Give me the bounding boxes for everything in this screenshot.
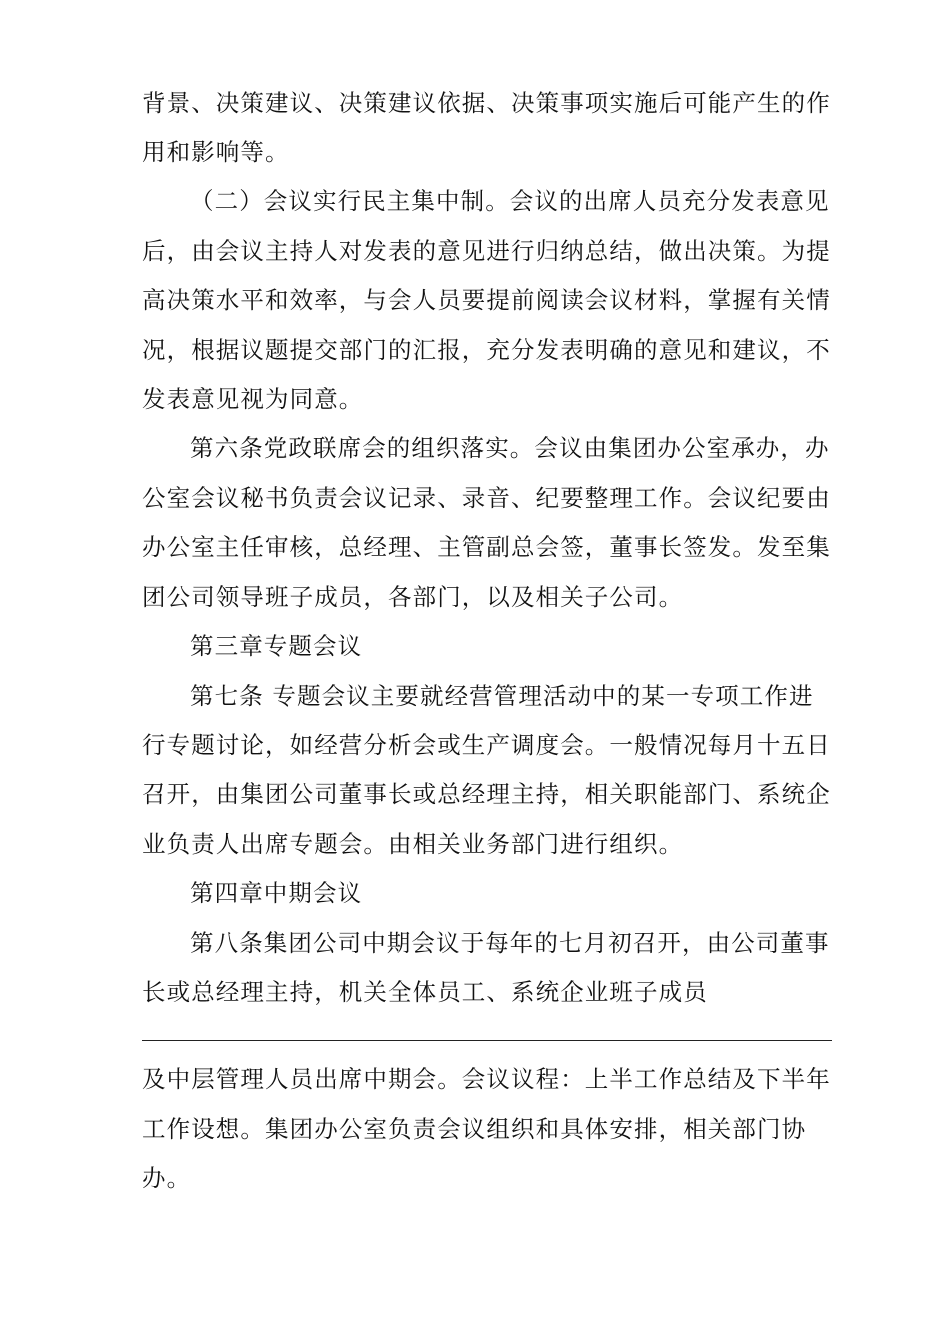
paragraph-line: 长或总经理主持，机关全体员工、系统企业班子成员 bbox=[142, 978, 708, 1006]
paragraph-line: 第六条党政联席会的组织落实。会议由集团办公室承办，办 bbox=[190, 434, 830, 462]
paragraph-line: 高决策水平和效率，与会人员要提前阅读会议材料，掌握有关情 bbox=[142, 286, 831, 314]
paragraph-line: 召开，由集团公司董事长或总经理主持，相关职能部门、系统企 bbox=[142, 780, 831, 808]
paragraph-line: 团公司领导班子成员，各部门，以及相关子公司。 bbox=[142, 583, 684, 611]
paragraph-line: 后，由会议主持人对发表的意见进行归纳总结，做出决策。为提 bbox=[142, 237, 831, 265]
page-break-divider bbox=[142, 1040, 832, 1041]
paragraph-line: 办公室主任审核，总经理、主管副总会签，董事长签发。发至集 bbox=[142, 533, 831, 561]
paragraph-line: 公室会议秘书负责会议记录、录音、纪要整理工作。会议纪要由 bbox=[142, 484, 831, 512]
paragraph-line: （二）会议实行民主集中制。会议的出席人员充分发表意见 bbox=[190, 187, 830, 215]
paragraph-line: 第八条集团公司中期会议于每年的七月初召开，由公司董事 bbox=[190, 929, 830, 957]
chapter-heading: 第四章中期会议 bbox=[190, 879, 363, 907]
paragraph-line: 第七条 专题会议主要就经营管理活动中的某一专项工作进 bbox=[190, 682, 814, 710]
paragraph-line: 业负责人出席专题会。由相关业务部门进行组织。 bbox=[142, 830, 684, 858]
paragraph-line: 发表意见视为同意。 bbox=[142, 385, 364, 413]
paragraph-line: 行专题讨论，如经营分析会或生产调度会。一般情况每月十五日 bbox=[142, 731, 831, 759]
paragraph-line: 况，根据议题提交部门的汇报，充分发表明确的意见和建议，不 bbox=[142, 336, 831, 364]
paragraph-line: 办。 bbox=[142, 1164, 192, 1192]
paragraph-line: 背景、决策建议、决策建议依据、决策事项实施后可能产生的作 bbox=[142, 89, 831, 117]
paragraph-line: 工作设想。集团办公室负责会议组织和具体安排，相关部门协 bbox=[142, 1115, 807, 1143]
paragraph-line: 及中层管理人员出席中期会。会议议程：上半工作总结及下半年 bbox=[142, 1065, 831, 1093]
paragraph-line: 用和影响等。 bbox=[142, 138, 290, 166]
chapter-heading: 第三章专题会议 bbox=[190, 632, 363, 660]
